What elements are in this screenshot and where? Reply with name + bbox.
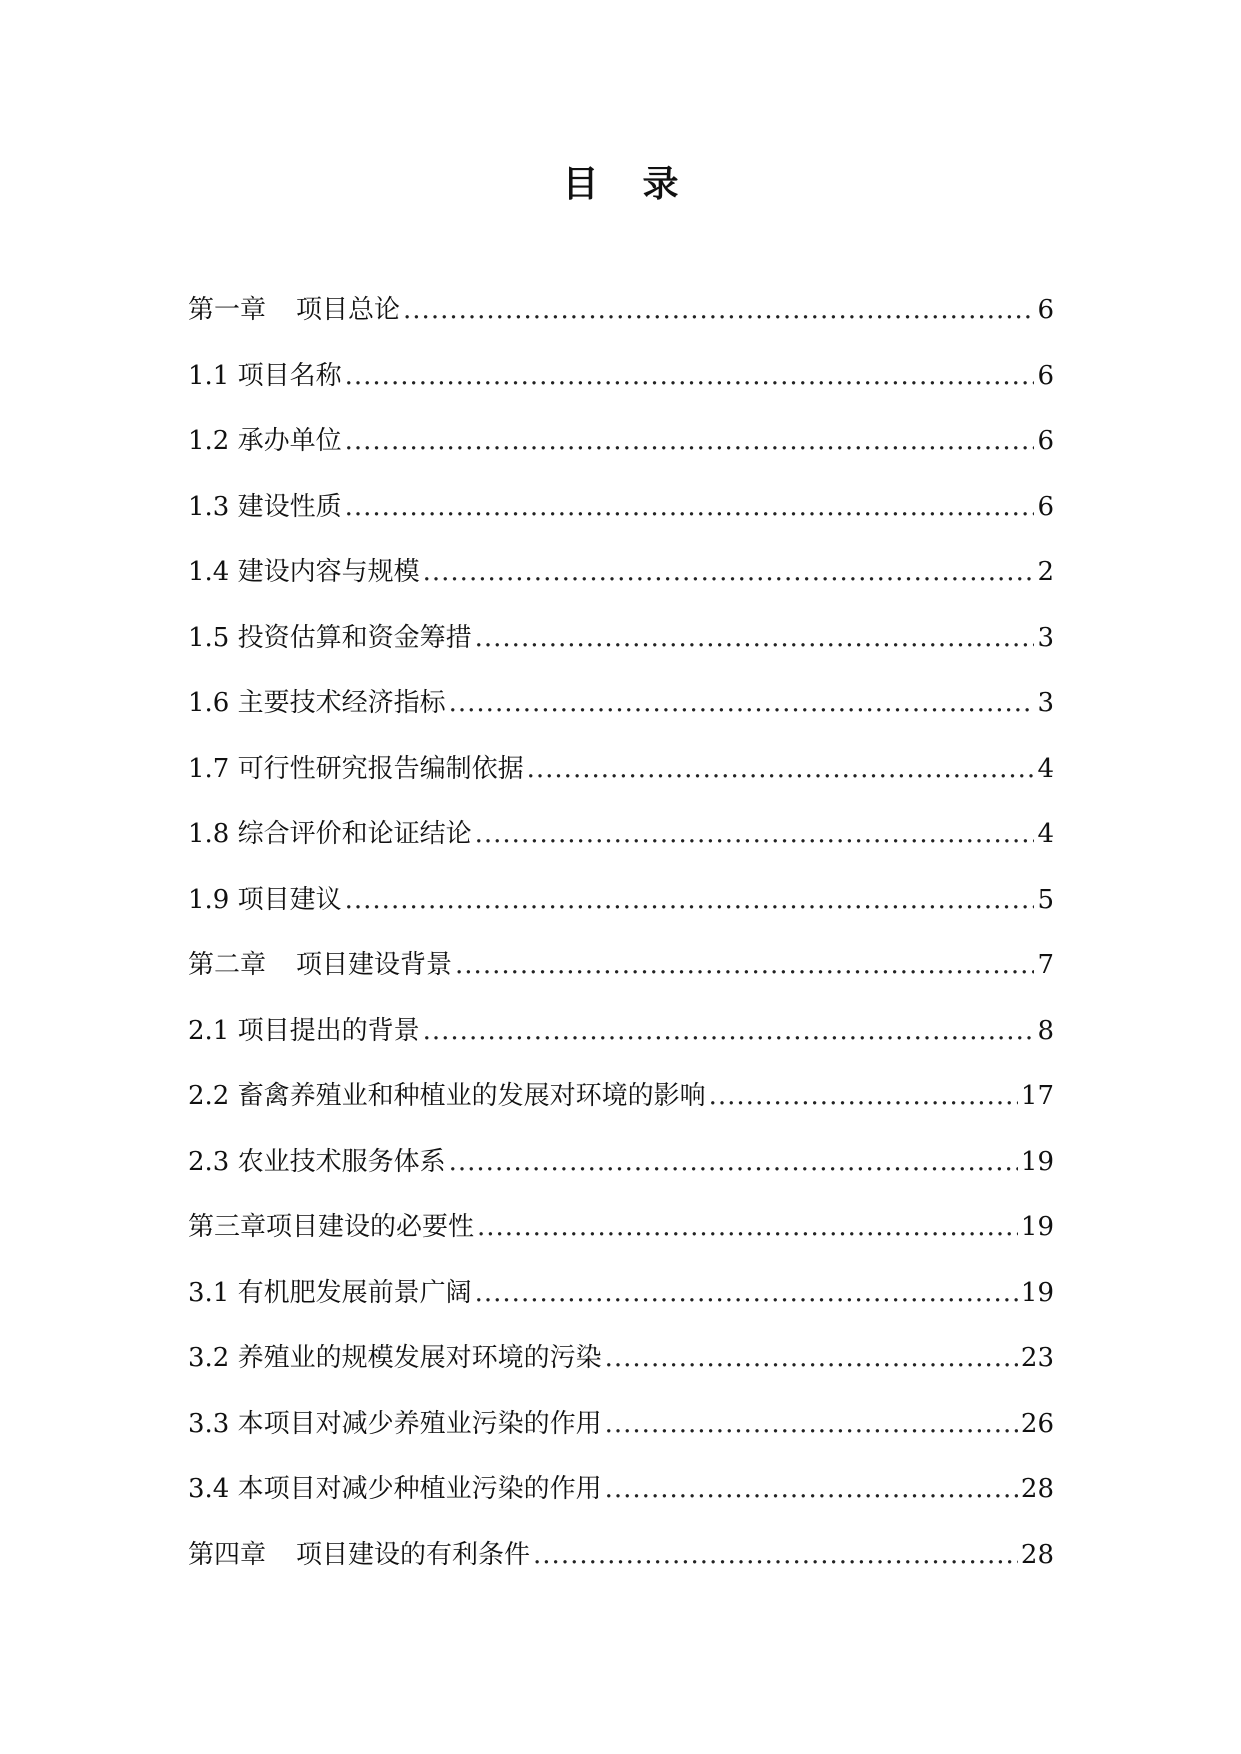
toc-entry[interactable] — [188, 423, 1054, 489]
toc-dot-leader — [475, 1275, 1018, 1311]
toc-entry-label — [188, 947, 452, 983]
toc-dot-leader — [403, 292, 1034, 328]
toc-entry-label — [188, 554, 420, 590]
toc-title-right: 录 — [642, 163, 679, 205]
toc-entry-text: 第三章项目建设的必要性 — [188, 1212, 475, 1242]
toc-dot-leader — [345, 358, 1035, 394]
toc-entry-text: 3.2 养殖业的规模发展对环境的污染 — [188, 1343, 602, 1373]
toc-dot-leader — [449, 1144, 1018, 1180]
toc-entry-label — [188, 1078, 706, 1114]
toc-entry[interactable] — [188, 554, 1054, 620]
toc-entry-label — [188, 751, 524, 787]
toc-entry[interactable] — [188, 751, 1054, 817]
toc-dot-leader — [423, 554, 1035, 590]
toc-page-number: 28 — [1020, 1474, 1054, 1504]
toc-dot-leader — [449, 685, 1035, 721]
toc-page-number: 17 — [1020, 1081, 1054, 1111]
toc-entry-label — [188, 358, 342, 394]
toc-entry[interactable] — [188, 620, 1054, 686]
toc-entry-label — [188, 620, 472, 656]
toc-entry-text: 1.1 项目名称 — [188, 360, 342, 391]
toc-title-left: 目 — [562, 163, 599, 205]
toc-chapter-number: 第四章 — [188, 1539, 267, 1570]
toc-entry[interactable] — [188, 816, 1054, 882]
toc-page-number: 6 — [1037, 295, 1054, 325]
toc-page-number: 6 — [1037, 491, 1054, 522]
toc-page-number: 8 — [1037, 1015, 1054, 1046]
toc-page-number: 3 — [1037, 622, 1054, 653]
toc-entry[interactable] — [188, 1406, 1054, 1472]
toc-page-number: 4 — [1037, 819, 1054, 849]
toc-page-number: 23 — [1020, 1343, 1054, 1373]
toc-entry[interactable] — [188, 882, 1054, 948]
toc-entry[interactable] — [188, 1471, 1054, 1537]
toc-entry-text: 1.9 项目建议 — [188, 884, 342, 915]
toc-entry[interactable] — [188, 292, 1054, 358]
toc-entry-text: 1.5 投资估算和资金筹措 — [188, 622, 472, 653]
toc-entry-label — [188, 1340, 602, 1376]
toc-dot-leader — [605, 1340, 1018, 1376]
toc-entry-label — [188, 1275, 472, 1311]
toc-page-number: 5 — [1037, 884, 1054, 915]
toc-list — [188, 292, 1054, 1602]
toc-dot-leader — [345, 882, 1035, 918]
toc-entry-label — [188, 1209, 474, 1245]
toc-entry-text: 2.2 畜禽养殖业和种植业的发展对环境的影响 — [188, 1081, 706, 1111]
toc-entry-text: 1.7 可行性研究报告编制依据 — [188, 753, 524, 784]
toc-page-number: 6 — [1037, 360, 1054, 391]
toc-page-number: 28 — [1020, 1539, 1054, 1570]
toc-entry-label — [188, 1144, 446, 1180]
toc-entry-text: 3.1 有机肥发展前景广阔 — [188, 1277, 472, 1308]
toc-dot-leader — [455, 947, 1034, 983]
toc-page-number: 7 — [1037, 950, 1054, 980]
toc-page-number: 4 — [1037, 753, 1054, 784]
toc-entry[interactable] — [188, 685, 1054, 751]
toc-entry-label — [188, 292, 400, 328]
toc-entry-label — [188, 1406, 602, 1442]
toc-page-number: 2 — [1037, 557, 1054, 587]
toc-page-number: 26 — [1020, 1408, 1054, 1439]
toc-entry[interactable] — [188, 358, 1054, 424]
toc-entry-text: 项目总论 — [296, 295, 401, 325]
toc-entry-text: 1.6 主要技术经济指标 — [188, 688, 446, 718]
toc-entry[interactable] — [188, 947, 1054, 1013]
toc-entry-text: 2.3 农业技术服务体系 — [188, 1146, 446, 1177]
toc-page-number: 3 — [1037, 688, 1054, 718]
toc-entry[interactable] — [188, 1340, 1054, 1406]
toc-entry-text: 项目建设的有利条件 — [296, 1539, 531, 1570]
toc-dot-leader — [423, 1013, 1035, 1049]
toc-chapter-number: 第一章 — [188, 295, 267, 325]
toc-entry[interactable] — [188, 1013, 1054, 1079]
toc-dot-leader — [709, 1078, 1018, 1114]
toc-entry-text: 2.1 项目提出的背景 — [188, 1015, 420, 1046]
toc-entry-text: 1.4 建设内容与规模 — [188, 557, 420, 587]
toc-entry-label — [188, 816, 472, 852]
toc-entry-label — [188, 489, 342, 525]
toc-entry-text: 3.3 本项目对减少养殖业污染的作用 — [188, 1408, 602, 1439]
toc-entry-label — [188, 685, 446, 721]
toc-entry-label — [188, 1537, 530, 1573]
toc-entry[interactable] — [188, 1537, 1054, 1603]
toc-entry[interactable] — [188, 1209, 1054, 1275]
toc-page-number: 19 — [1020, 1277, 1054, 1308]
toc-entry-label — [188, 882, 342, 918]
toc-dot-leader — [605, 1471, 1018, 1507]
toc-dot-leader — [533, 1537, 1018, 1573]
toc-title — [0, 160, 1241, 208]
toc-dot-leader — [477, 1209, 1018, 1245]
toc-entry-label — [188, 423, 342, 459]
toc-page-number: 19 — [1020, 1212, 1054, 1242]
toc-entry[interactable] — [188, 1275, 1054, 1341]
toc-entry-text: 项目建设背景 — [296, 950, 453, 980]
toc-page-number: 19 — [1020, 1146, 1054, 1177]
toc-entry-text: 1.8 综合评价和论证结论 — [188, 819, 472, 849]
toc-entry-text: 1.3 建设性质 — [188, 491, 342, 522]
toc-entry[interactable] — [188, 489, 1054, 555]
toc-dot-leader — [345, 423, 1035, 459]
toc-entry[interactable] — [188, 1078, 1054, 1144]
toc-entry-text: 3.4 本项目对减少种植业污染的作用 — [188, 1474, 602, 1504]
toc-page-number: 6 — [1037, 426, 1054, 456]
toc-entry[interactable] — [188, 1144, 1054, 1210]
toc-entry-label — [188, 1013, 420, 1049]
toc-dot-leader — [475, 816, 1035, 852]
toc-dot-leader — [345, 489, 1035, 525]
toc-entry-text: 1.2 承办单位 — [188, 426, 342, 456]
toc-chapter-number: 第二章 — [188, 950, 267, 980]
toc-dot-leader — [605, 1406, 1018, 1442]
toc-dot-leader — [527, 751, 1035, 787]
toc-entry-label — [188, 1471, 602, 1507]
toc-dot-leader — [475, 620, 1035, 656]
